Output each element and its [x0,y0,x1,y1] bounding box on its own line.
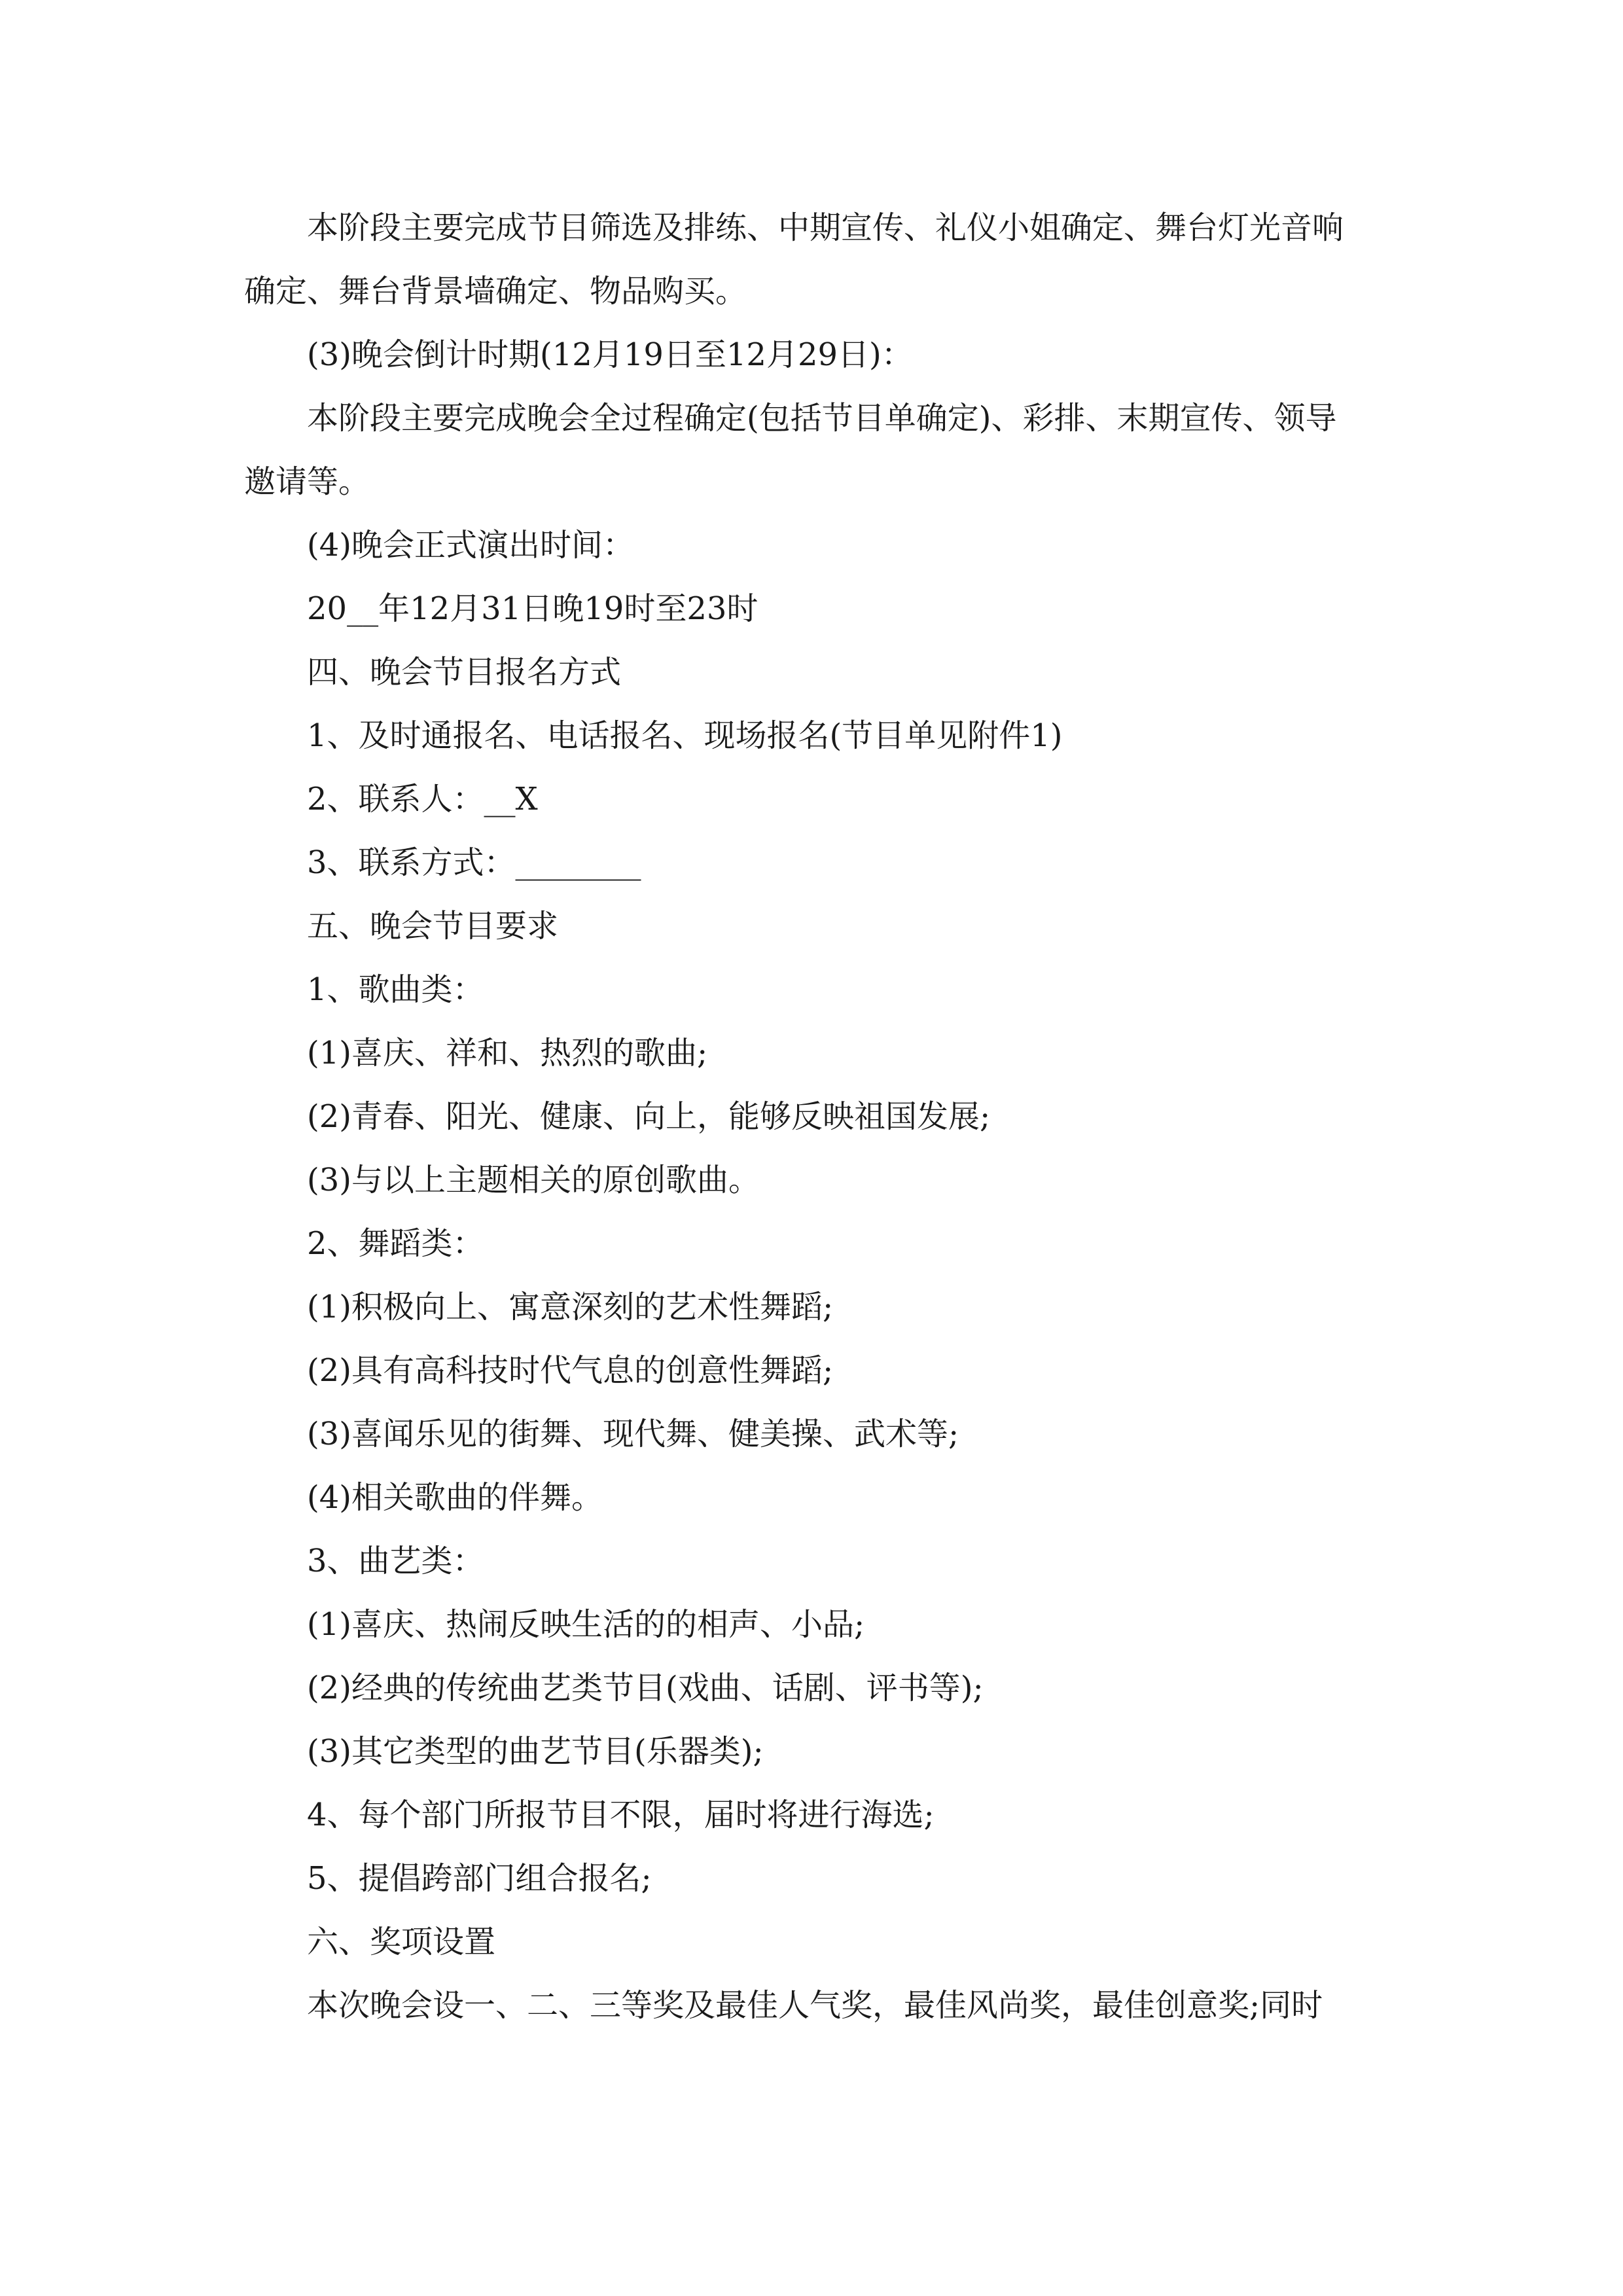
paragraph: 邀请等。 [244,463,370,500]
paragraph: 本次晚会设一、二、三等奖及最佳人气奖，最佳风尚奖，最佳创意奖;同时 [307,1987,1323,2024]
paragraph: 2、舞蹈类： [307,1225,484,1262]
paragraph: 六、奖项设置 [307,1924,496,1960]
paragraph: (2)青春、阳光、健康、向上，能够反映祖国发展; [307,1098,991,1135]
paragraph: 3、联系方式：________ [307,844,641,881]
document-body [244,196,1383,2037]
paragraph: 4、每个部门所报节目不限，届时将进行海选; [307,1797,935,1833]
paragraph: (4)相关歌曲的伴舞。 [307,1479,603,1516]
paragraph: (1)喜庆、热闹反映生活的的相声、小品; [307,1606,865,1643]
paragraph: (1)积极向上、寓意深刻的艺术性舞蹈; [307,1289,834,1325]
paragraph: (2)经典的传统曲艺类节目(戏曲、话剧、评书等); [307,1670,984,1706]
paragraph: 四、晚会节目报名方式 [307,654,622,691]
paragraph: 1、歌曲类： [307,971,484,1008]
paragraph: 五、晚会节目要求 [307,908,559,944]
paragraph: (3)喜闻乐见的街舞、现代舞、健美操、武术等; [307,1416,959,1452]
paragraph: (4)晚会正式演出时间： [307,527,634,564]
paragraph: 1、及时通报名、电话报名、现场报名(节目单见附件1) [307,717,1063,754]
paragraph: (1)喜庆、祥和、热烈的歌曲; [307,1035,708,1071]
paragraph: (3)与以上主题相关的原创歌曲。 [307,1162,760,1198]
paragraph: 3、曲艺类： [307,1543,484,1579]
paragraph: 20__年12月31日晚19时至23时 [307,590,758,627]
paragraph: (3)其它类型的曲艺节目(乐器类); [307,1733,764,1770]
paragraph: (2)具有高科技时代气息的创意性舞蹈; [307,1352,834,1389]
paragraph: 确定、舞台背景墙确定、物品购买。 [244,273,747,310]
paragraph: (3)晚会倒计时期(12月19日至12月29日)： [307,336,913,373]
paragraph: 5、提倡跨部门组合报名; [307,1860,652,1897]
paragraph: 本阶段主要完成节目筛选及排练、中期宣传、礼仪小姐确定、舞台灯光音响 [307,209,1344,246]
paragraph: 本阶段主要完成晚会全过程确定(包括节目单确定)、彩排、末期宣传、领导 [307,400,1337,437]
paragraph: 2、联系人：__X [307,781,538,817]
